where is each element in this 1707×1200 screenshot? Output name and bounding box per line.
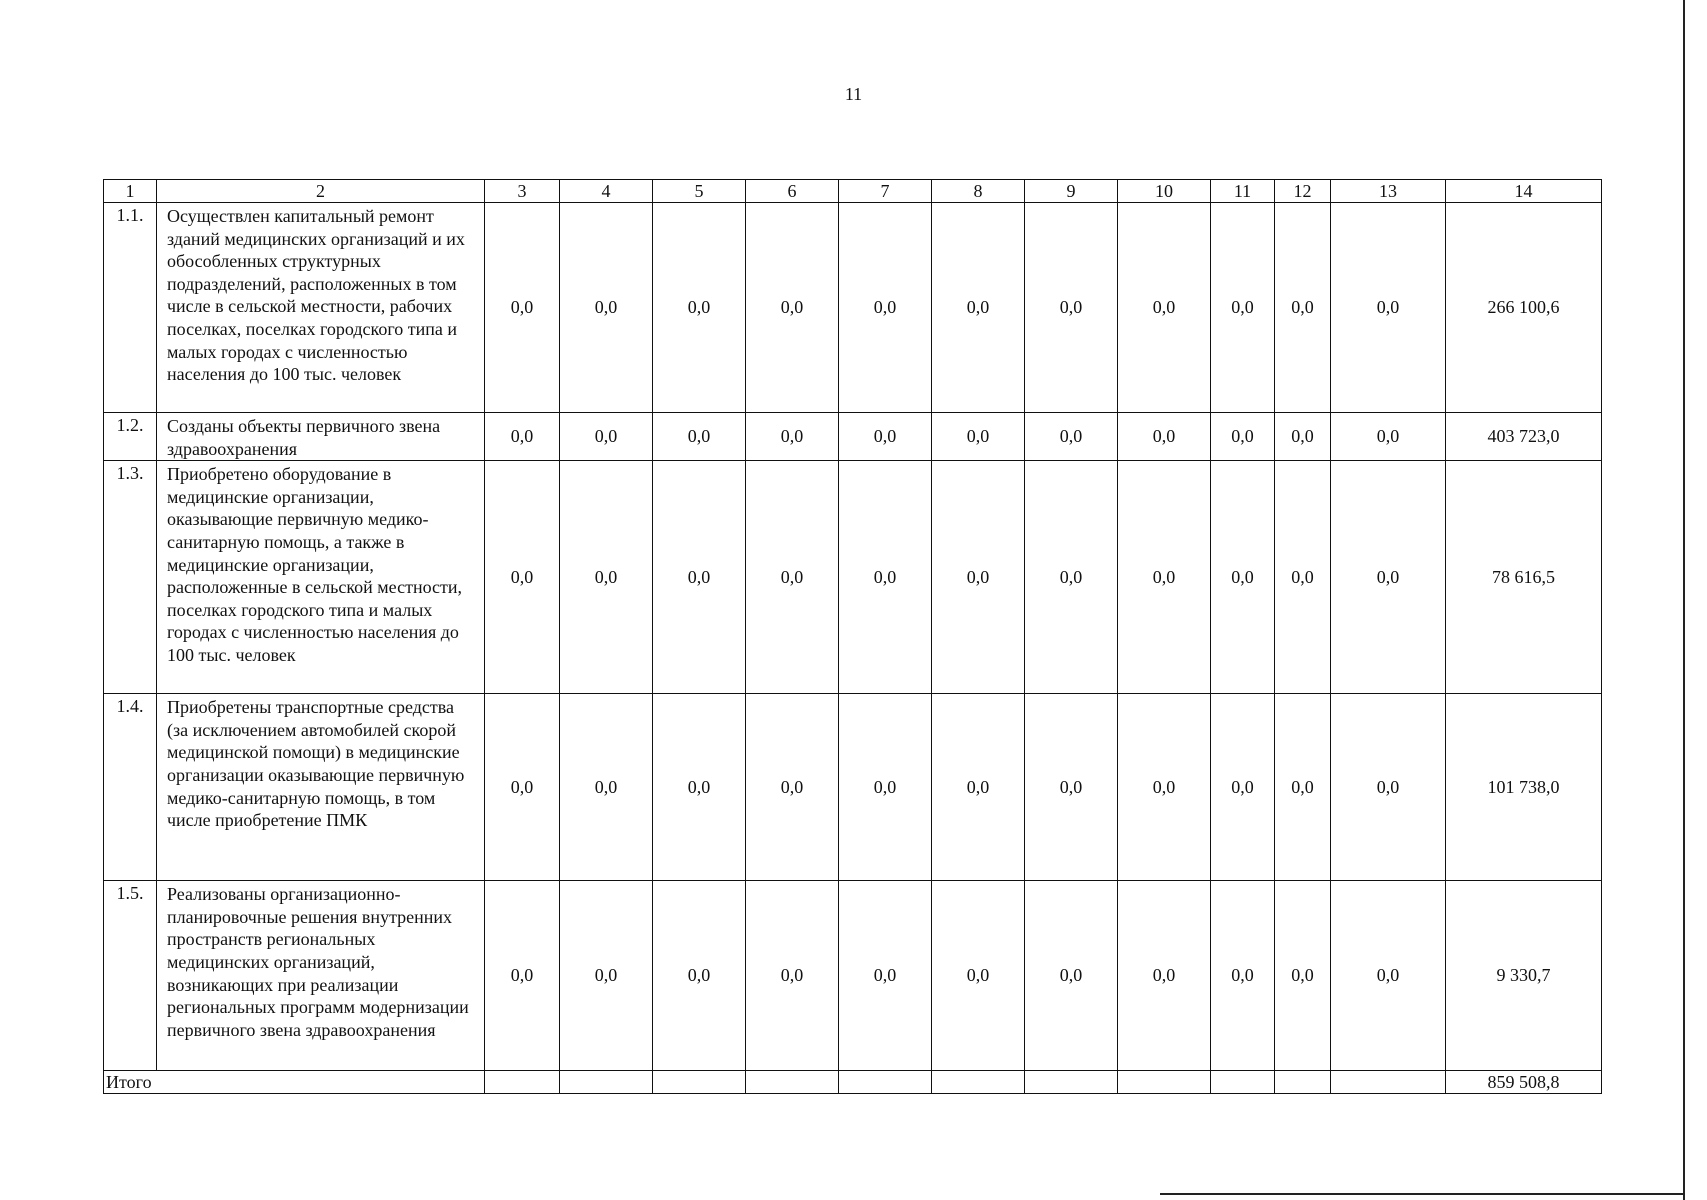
row-number: 1.2. [104,413,157,461]
empty-cell [932,1071,1025,1094]
value-cell: 0,0 [932,694,1025,881]
column-header: 8 [932,180,1025,203]
row-total: 78 616,5 [1446,461,1602,694]
column-header: 4 [560,180,653,203]
empty-cell [560,1071,653,1094]
column-header: 12 [1275,180,1331,203]
value-cell: 0,0 [932,203,1025,413]
value-cell: 0,0 [1275,413,1331,461]
empty-cell [1118,1071,1211,1094]
value-cell: 0,0 [1118,461,1211,694]
empty-cell [746,1071,839,1094]
value-cell: 0,0 [1118,881,1211,1071]
empty-cell [1211,1071,1275,1094]
value-cell: 0,0 [839,413,932,461]
total-label: Итого [104,1071,485,1094]
value-cell: 0,0 [485,694,560,881]
value-cell: 0,0 [1331,881,1446,1071]
value-cell: 0,0 [1331,694,1446,881]
value-cell: 0,0 [746,461,839,694]
value-cell: 0,0 [560,461,653,694]
empty-cell [1331,1071,1446,1094]
value-cell: 0,0 [1118,203,1211,413]
table-row [104,881,1602,1071]
row-total: 101 738,0 [1446,694,1602,881]
empty-cell [653,1071,746,1094]
value-cell: 0,0 [1118,413,1211,461]
column-header: 7 [839,180,932,203]
table-row [104,461,1602,694]
value-cell: 0,0 [560,413,653,461]
value-cell: 0,0 [839,461,932,694]
column-header: 11 [1211,180,1275,203]
row-number: 1.4. [104,694,157,881]
page-edge-right [1683,0,1685,1200]
row-number: 1.1. [104,203,157,413]
column-header: 14 [1446,180,1602,203]
value-cell: 0,0 [560,694,653,881]
table-row [104,203,1602,413]
data-table [103,179,1602,1094]
table-header-row [104,180,1602,203]
row-total: 403 723,0 [1446,413,1602,461]
table-body [104,180,1602,1094]
value-cell: 0,0 [1025,413,1118,461]
value-cell: 0,0 [1025,461,1118,694]
value-cell: 0,0 [1275,203,1331,413]
row-description: Приобретено оборудование в медицинские организации, оказывающие первичную медико-санитарную помощь, а также в медицинские организации, расположенные в сельской местности, поселках городского типа и малых городах с численностью населения до 100 тыс. человек [157,461,485,694]
value-cell: 0,0 [485,881,560,1071]
empty-cell [1025,1071,1118,1094]
value-cell: 0,0 [839,203,932,413]
page-edge-bottom [1160,1193,1685,1195]
value-cell: 0,0 [1211,413,1275,461]
value-cell: 0,0 [1025,881,1118,1071]
value-cell: 0,0 [932,461,1025,694]
value-cell: 0,0 [653,203,746,413]
row-total: 266 100,6 [1446,203,1602,413]
value-cell: 0,0 [1025,203,1118,413]
empty-cell [485,1071,560,1094]
row-description: Созданы объекты первичного звена здравоохранения [157,413,485,461]
value-cell: 0,0 [560,881,653,1071]
value-cell: 0,0 [1331,461,1446,694]
value-cell: 0,0 [1118,694,1211,881]
total-value: 859 508,8 [1446,1071,1602,1094]
empty-cell [1275,1071,1331,1094]
value-cell: 0,0 [653,461,746,694]
empty-cell [839,1071,932,1094]
value-cell: 0,0 [1331,203,1446,413]
value-cell: 0,0 [485,203,560,413]
value-cell: 0,0 [485,461,560,694]
column-header: 6 [746,180,839,203]
value-cell: 0,0 [653,694,746,881]
row-description: Реализованы организационно-планировочные решения внутренних пространств региональных медицинских организаций, возникающих при реализации региональных программ модернизации первичного звена здравоохранения [157,881,485,1071]
page-number: 11 [844,84,863,104]
column-header: 10 [1118,180,1211,203]
row-number: 1.5. [104,881,157,1071]
value-cell: 0,0 [1025,694,1118,881]
value-cell: 0,0 [1275,881,1331,1071]
value-cell: 0,0 [746,881,839,1071]
value-cell: 0,0 [746,413,839,461]
total-row [104,1071,1602,1094]
table-row [104,413,1602,461]
value-cell: 0,0 [746,694,839,881]
column-header: 5 [653,180,746,203]
column-header: 3 [485,180,560,203]
column-header: 13 [1331,180,1446,203]
value-cell: 0,0 [1211,203,1275,413]
row-total: 9 330,7 [1446,881,1602,1071]
value-cell: 0,0 [653,413,746,461]
column-header: 2 [157,180,485,203]
row-description: Осуществлен капитальный ремонт зданий медицинских организаций и их обособленных структурных подразделений, расположенных в том числе в сельской местности, рабочих поселках, поселках городского типа и малых городах с численностью населения до 100 тыс. человек [157,203,485,413]
value-cell: 0,0 [746,203,839,413]
table-row [104,694,1602,881]
value-cell: 0,0 [1211,461,1275,694]
column-header: 1 [104,180,157,203]
value-cell: 0,0 [839,694,932,881]
value-cell: 0,0 [1211,694,1275,881]
value-cell: 0,0 [560,203,653,413]
value-cell: 0,0 [1331,413,1446,461]
value-cell: 0,0 [485,413,560,461]
value-cell: 0,0 [932,881,1025,1071]
value-cell: 0,0 [1211,881,1275,1071]
row-description: Приобретены транспортные средства (за исключением автомобилей скорой медицинской помощи) в медицинские организации оказывающие первичную медико-санитарную помощь, в том числе приобретение ПМК [157,694,485,881]
value-cell: 0,0 [932,413,1025,461]
value-cell: 0,0 [653,881,746,1071]
value-cell: 0,0 [1275,461,1331,694]
value-cell: 0,0 [839,881,932,1071]
column-header: 9 [1025,180,1118,203]
row-number: 1.3. [104,461,157,694]
value-cell: 0,0 [1275,694,1331,881]
